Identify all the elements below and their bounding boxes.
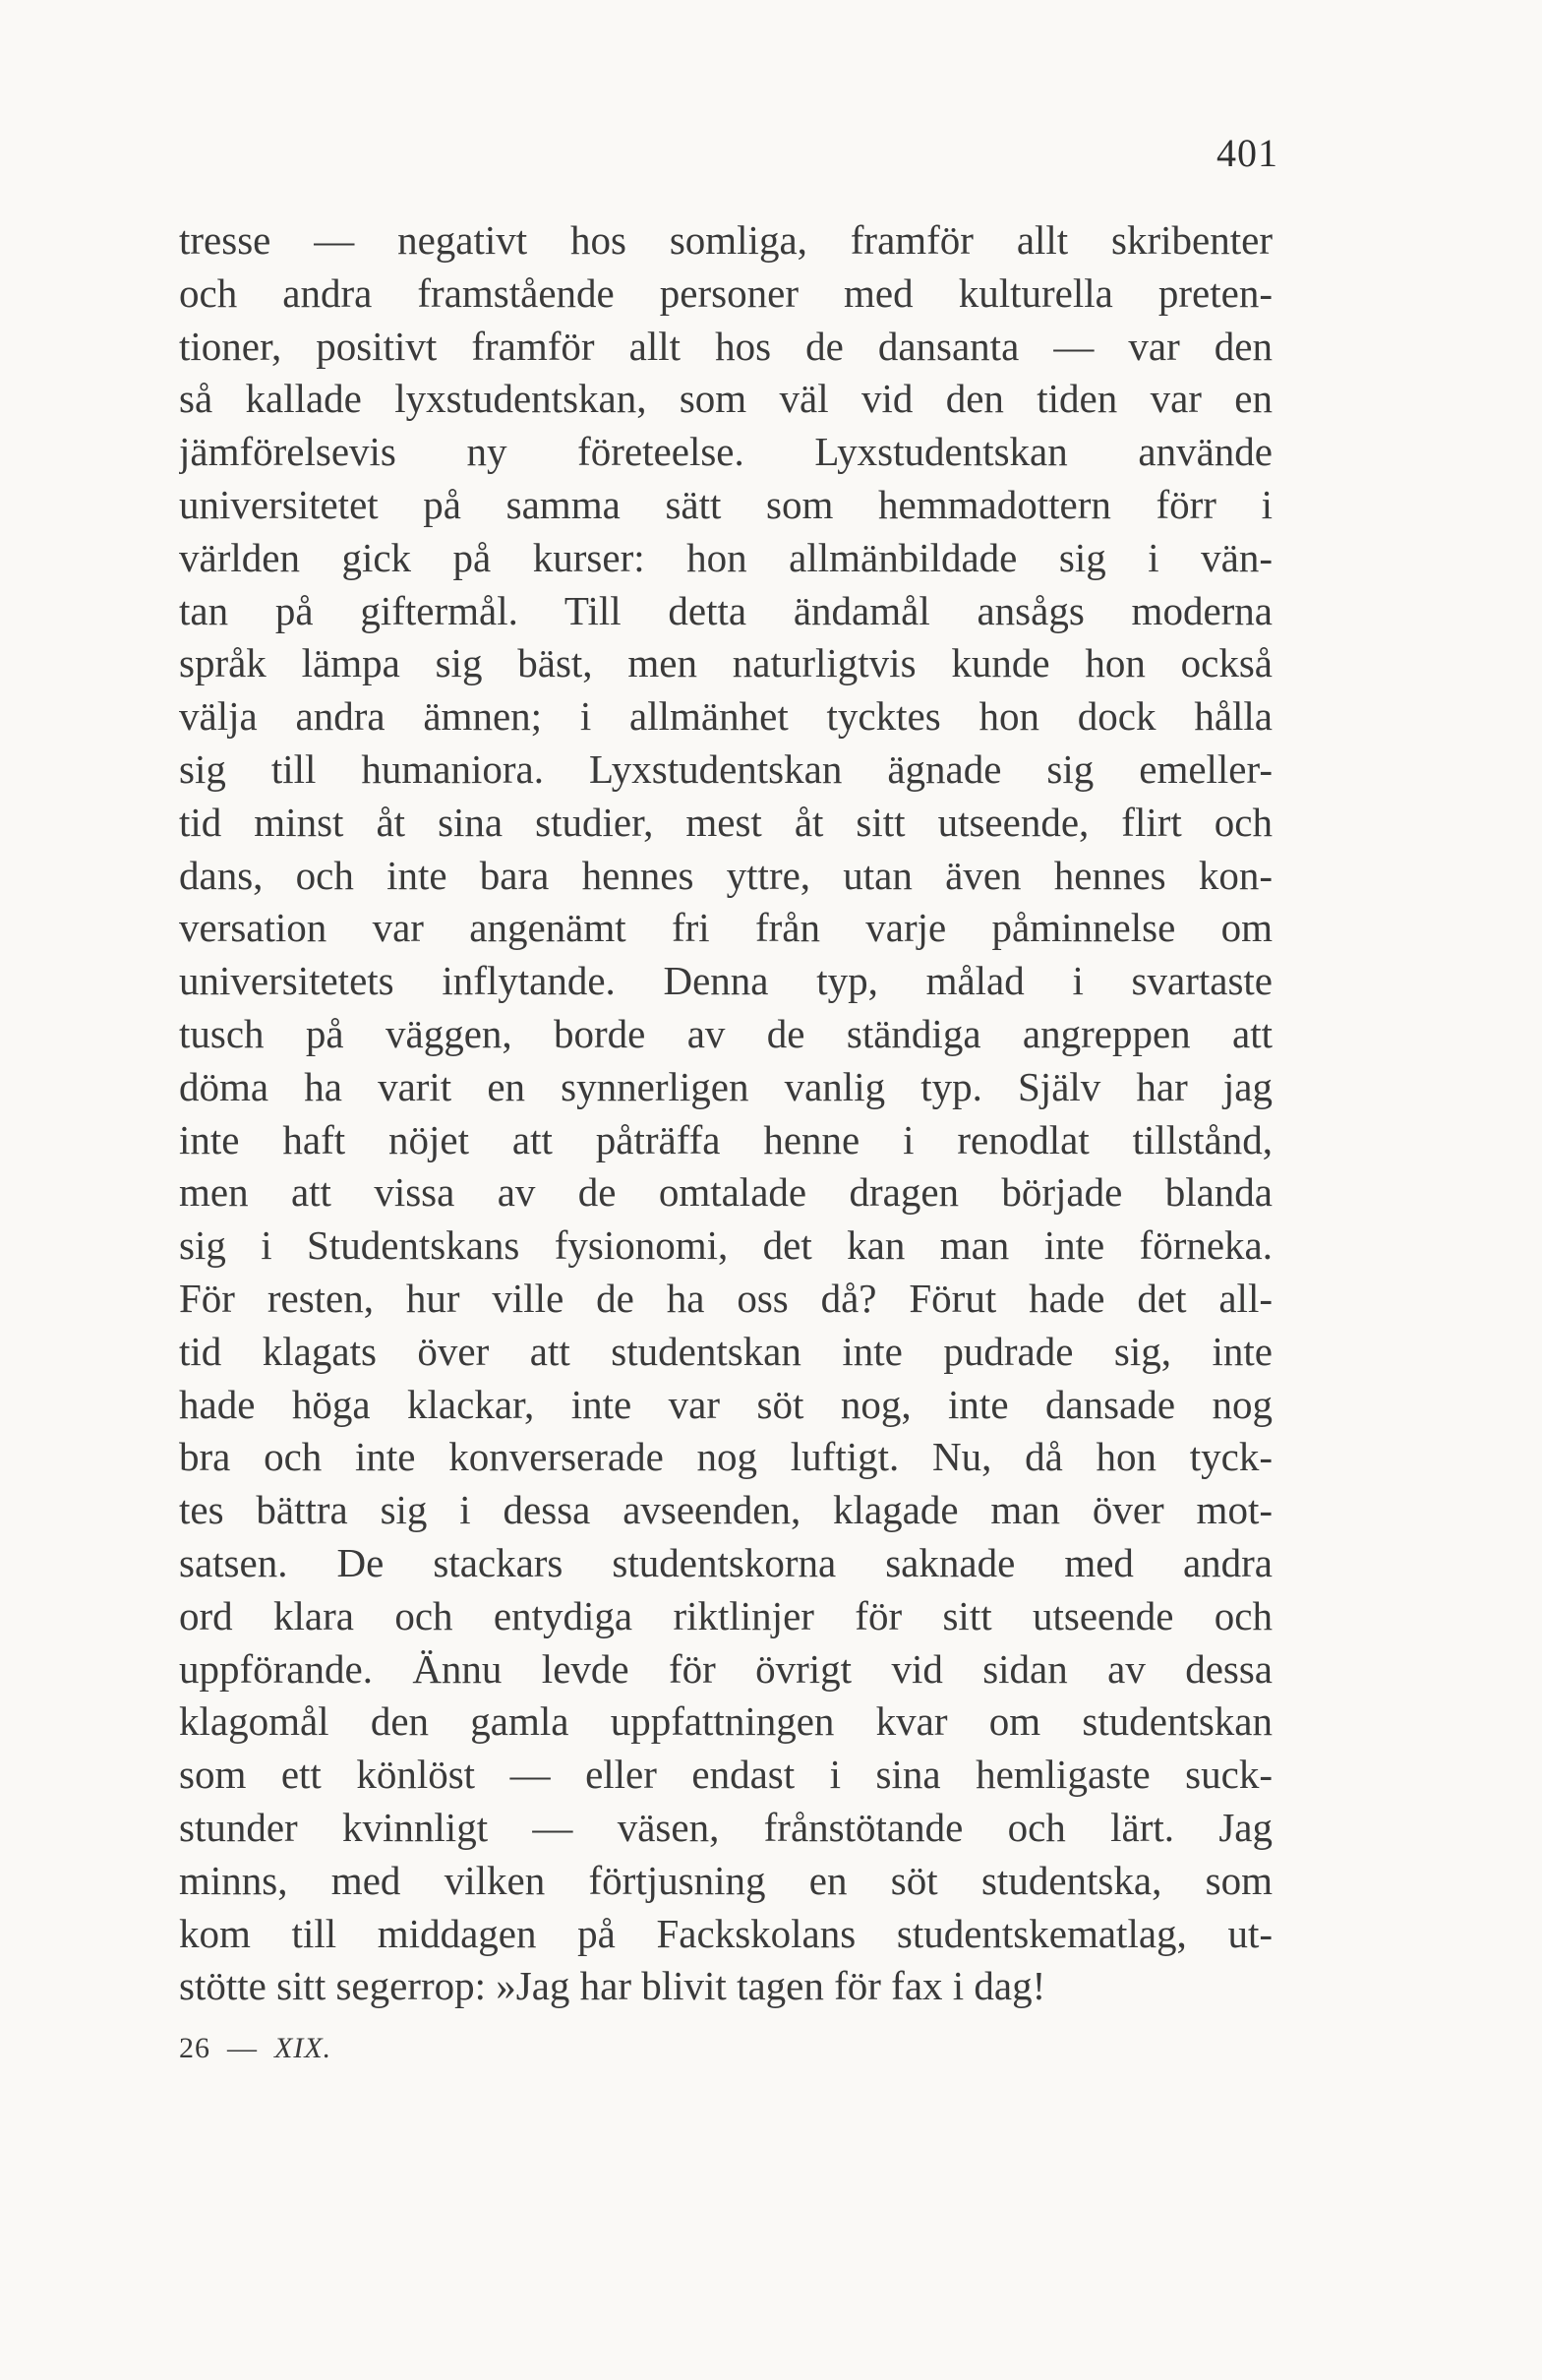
- text-line: klagomål den gamla uppfattningen kvar om studentskan: [179, 1698, 1273, 1745]
- text-line: tioner, positivt framför allt hos de dansanta — var den: [179, 323, 1273, 369]
- text-line: hade höga klackar, inte var söt nog, inte dansade nog: [179, 1381, 1273, 1427]
- text-line: satsen. De stackars studentskorna saknade med andra: [179, 1539, 1273, 1585]
- body-text: [179, 214, 1273, 2013]
- text-line: och andra framstående personer med kulturella preten-: [179, 269, 1273, 316]
- text-line: tes bättra sig i dessa avseenden, klagade man över mot-: [179, 1487, 1273, 1533]
- text-line: ord klara och entydiga riktlinjer för sitt utseende och: [179, 1592, 1273, 1638]
- text-line: sig till humaniora. Lyxstudentskan ägnade sig emeller-: [179, 745, 1273, 792]
- text-line: så kallade lyxstudentskan, som väl vid den tiden var en: [179, 376, 1273, 422]
- text-line: välja andra ämnen; i allmänhet tycktes hon dock hålla: [179, 693, 1273, 740]
- signature-volume: XIX.: [274, 2032, 332, 2064]
- text-line: universitetets inflytande. Denna typ, målad i svartaste: [179, 958, 1273, 1004]
- text-line: stunder kvinnligt — väsen, frånstötande och lärt. Jag: [179, 1804, 1273, 1850]
- text-line: språk lämpa sig bäst, men naturligtvis kunde hon också: [179, 640, 1273, 686]
- text-line: döma ha varit en synnerligen vanlig typ. Själv har jag: [179, 1063, 1273, 1109]
- text-line: För resten, hur ville de ha oss då? Förut hade det all-: [179, 1275, 1273, 1321]
- text-line: inte haft nöjet att påträffa henne i renodlat tillstånd,: [179, 1116, 1273, 1162]
- text-line: tusch på väggen, borde av de ständiga angreppen att: [179, 1010, 1273, 1056]
- text-line: universitetet på samma sätt som hemmadottern förr i: [179, 481, 1273, 527]
- text-line: kom till middagen på Fackskolans studentskematlag, ut-: [179, 1910, 1273, 1956]
- text-line: tid minst åt sina studier, mest åt sitt utseende, flirt och: [179, 799, 1273, 845]
- text-line: minns, med vilken förtjusning en söt studentska, som: [179, 1857, 1273, 1903]
- text-line: tresse — negativt hos somliga, framför allt skribenter: [179, 217, 1273, 263]
- signature-dash: —: [227, 2032, 258, 2064]
- text-line: som ett könlöst — eller endast i sina hemligaste suck-: [179, 1752, 1273, 1798]
- text-line: bra och inte konverserade nog luftigt. Nu, då hon tyck-: [179, 1434, 1273, 1480]
- text-line: stötte sitt segerrop: »Jag har blivit tagen för fax i dag!: [179, 1963, 1046, 2009]
- text-line: världen gick på kurser: hon allmänbildade sig i vän-: [179, 534, 1273, 580]
- text-line: men att vissa av de omtalade dragen började blanda: [179, 1169, 1273, 1216]
- text-line: uppförande. Ännu levde för övrigt vid sidan av dessa: [179, 1645, 1273, 1692]
- printer-signature-mark: [179, 2032, 331, 2065]
- text-line: sig i Studentskans fysionomi, det kan man inte förneka.: [179, 1222, 1273, 1269]
- signature-sheet-number: 26: [179, 2032, 210, 2064]
- page-number: 401: [1216, 131, 1278, 175]
- text-line: tan på giftermål. Till detta ändamål ansågs moderna: [179, 587, 1273, 633]
- text-line: versation var angenämt fri från varje påminnelse om: [179, 905, 1273, 951]
- text-line: tid klagats över att studentskan inte pudrade sig, inte: [179, 1328, 1273, 1374]
- text-line: jämförelsevis ny företeelse. Lyxstudentskan använde: [179, 429, 1273, 475]
- text-line: dans, och inte bara hennes yttre, utan även hennes kon-: [179, 852, 1273, 898]
